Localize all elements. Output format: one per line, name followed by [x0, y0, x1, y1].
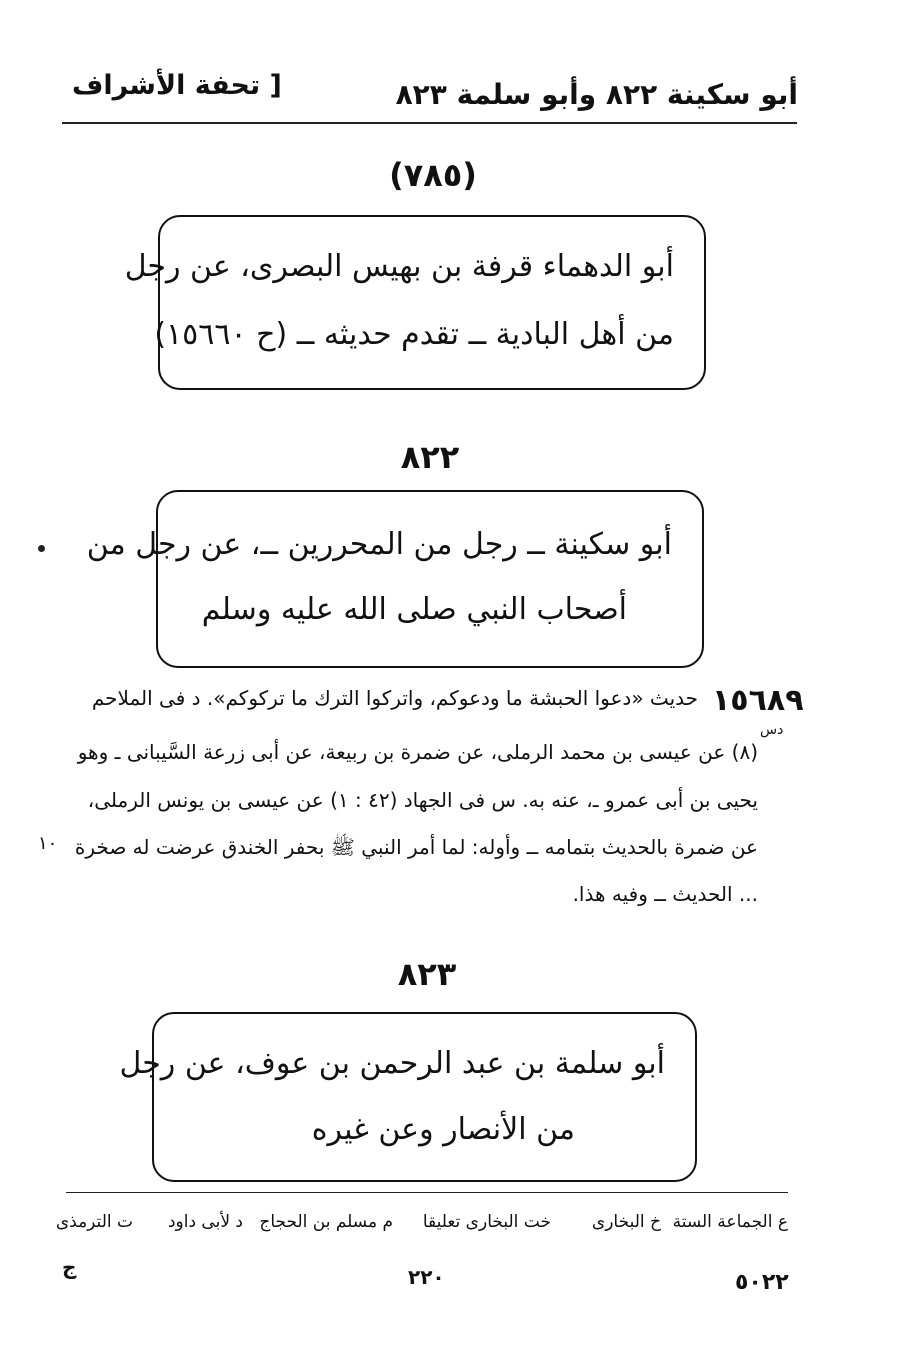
hadith-line: عن ضمرة بالحديث بتمامه ــ وأوله: لما أمر النبي ﷺ بحفر الخندق عرضت له صخرة	[74, 835, 758, 859]
narrator-box-line: من أهل البادية ــ تقدم حديثه ــ (ح ١٥٦٦٠)	[154, 317, 674, 352]
hadith-line: ... الحديث ــ وفيه هذا.	[572, 882, 758, 906]
line-marker: ١٠	[38, 833, 58, 854]
footer-left-code: ج	[62, 1255, 77, 1279]
narrator-box-line: أبو سلمة بن عبد الرحمن بن عوف، عن رجل	[119, 1046, 665, 1081]
section-number-823: ٨٢٣	[397, 955, 457, 993]
footnote-divider	[66, 1192, 788, 1193]
margin-dot	[38, 545, 45, 552]
narrator-box-785	[124, 215, 706, 390]
narrator-box-line: أبو الدهماء قرفة بن بهيس البصرى، عن رجل	[124, 249, 674, 284]
hadith-line: (٨) عن عيسى بن محمد الرملى، عن ضمرة بن ربيعة، عن أبى زرعة السَّيبانى ـ وهو	[77, 740, 758, 764]
hadith-line: يحيى بن أبى عمرو ـ، عنه به. س فى الجهاد (٤٢ : ١) عن عيسى بن يونس الرملى،	[87, 788, 758, 812]
hadith-number: ١٥٦٨٩	[712, 683, 804, 718]
running-header-left: [ تحفة الأشراف	[72, 70, 282, 101]
section-number-785: (٧٨٥)	[389, 156, 477, 194]
narrator-box-line: أصحاب النبي صلى الله عليه وسلم	[201, 592, 627, 627]
legend-item: ع الجماعة الستة	[672, 1212, 788, 1232]
footer-right-code: ٥٠٢٢	[735, 1270, 789, 1295]
narrator-box-823	[119, 1012, 697, 1182]
legend-item: ت الترمذى	[55, 1212, 133, 1232]
page-number: ٢٢٠	[408, 1265, 445, 1289]
legend-item: خ البخارى	[591, 1212, 661, 1232]
section-number-822: ٨٢٢	[400, 438, 460, 476]
hadith-line: حديث «دعوا الحبشة ما ودعوكم، واتركوا الترك ما تركوكم». د فى الملاحم	[91, 686, 698, 710]
running-header-right: أبو سكينة ٨٢٢ وأبو سلمة ٨٢٣	[395, 78, 798, 111]
legend-item: د لأبى داود	[167, 1212, 243, 1232]
narrator-box-line: أبو سكينة ــ رجل من المحررين ــ، عن رجل من	[86, 527, 672, 562]
narrator-box-line: من الأنصار وعن غيره	[311, 1112, 575, 1147]
margin-code: دس	[760, 722, 784, 738]
legend-item: خت البخارى تعليقا	[422, 1212, 551, 1232]
header-divider	[62, 122, 797, 124]
narrator-box-822	[86, 490, 704, 668]
legend-item: م مسلم بن الحجاج	[259, 1212, 393, 1232]
